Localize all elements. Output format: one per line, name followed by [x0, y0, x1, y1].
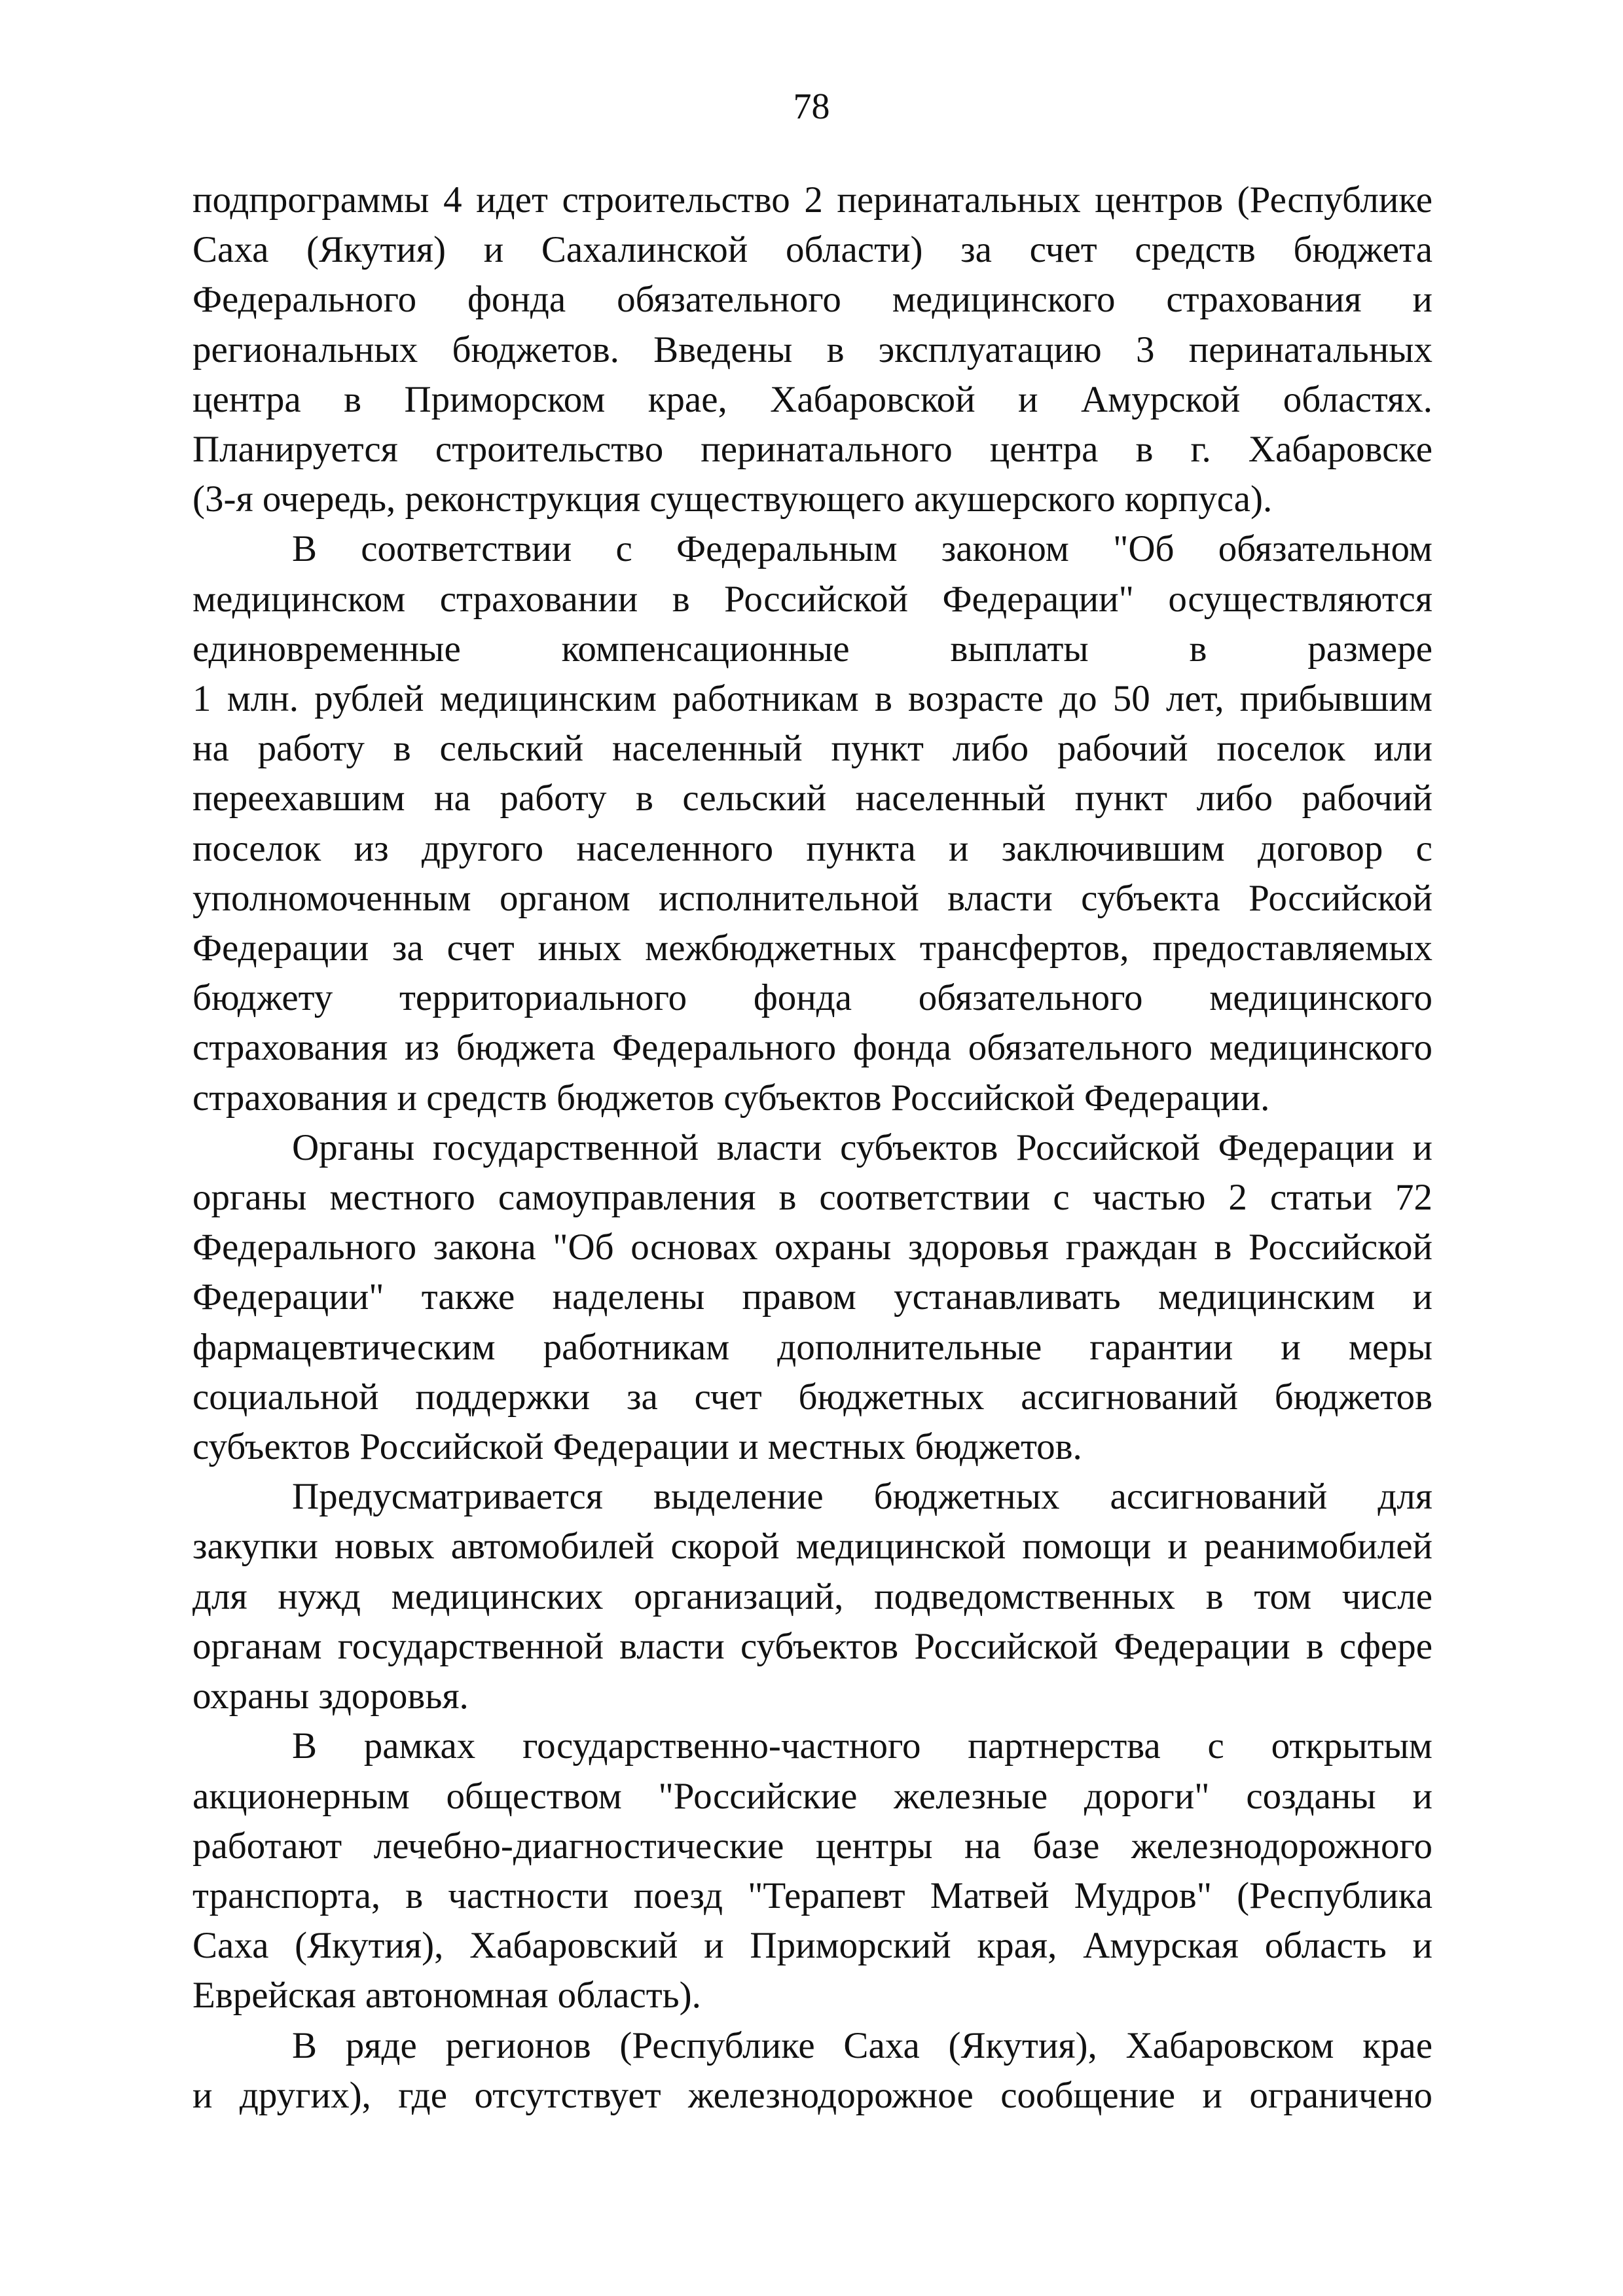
- text-line: работают лечебно-диагностические центры на базе железнодорожного: [192, 1825, 1432, 1867]
- text-line: Саха (Якутия), Хабаровский и Приморский края, Амурская область и: [192, 1925, 1432, 1967]
- text-line: Планируется строительство перинатального центра в г. Хабаровске: [192, 429, 1432, 471]
- paragraph: [192, 524, 1432, 1122]
- text-line: подпрограммы 4 идет строительство 2 перинатальных центров (Республике: [192, 179, 1432, 221]
- text-line: центра в Приморском крае, Хабаровской и Амурской областях.: [192, 378, 1432, 420]
- text-line: единовременные компенсационные выплаты в размере: [192, 628, 1432, 670]
- text-line: Федерального закона "Об основах охраны здоровья граждан в Российской: [192, 1227, 1432, 1268]
- text-line: Органы государственной власти субъектов Российской Федерации и: [292, 1126, 1432, 1168]
- paragraph: [192, 1721, 1432, 2020]
- text-line: субъектов Российской Федерации и местных бюджетов.: [192, 1426, 1082, 1468]
- text-line: социальной поддержки за счет бюджетных ассигнований бюджетов: [192, 1376, 1432, 1418]
- paragraph: [192, 1472, 1432, 1721]
- text-line: бюджету территориального фонда обязательного медицинского: [192, 977, 1432, 1019]
- text-line: медицинском страховании в Российской Федерации" осуществляются: [192, 578, 1432, 620]
- text-line: страхования и средств бюджетов субъектов Российской Федерации.: [192, 1077, 1270, 1119]
- text-line: поселок из другого населенного пункта и заключившим договор с: [192, 827, 1432, 869]
- text-line: Еврейская автономная область).: [192, 1975, 701, 2017]
- text-line: В соответствии с Федеральным законом "Об обязательном: [292, 528, 1432, 570]
- text-line: фармацевтическим работникам дополнительные гарантии и меры: [192, 1326, 1432, 1368]
- text-line: Федерального фонда обязательного медицинского страхования и: [192, 279, 1432, 321]
- paragraph: [192, 175, 1432, 524]
- paragraph: [192, 2021, 1432, 2121]
- text-line: на работу в сельский населенный пункт либо рабочий поселок или: [192, 728, 1432, 770]
- page-number: 78: [793, 86, 830, 127]
- text-line: В ряде регионов (Республике Саха (Якутия), Хабаровском крае: [292, 2024, 1432, 2066]
- paragraph: [192, 1123, 1432, 1472]
- text-line: Саха (Якутия) и Сахалинской области) за счет средств бюджета: [192, 229, 1432, 271]
- text-line: 1 млн. рублей медицинским работникам в возрасте до 50 лет, прибывшим: [192, 678, 1432, 720]
- text-line: переехавшим на работу в сельский населенный пункт либо рабочий: [192, 778, 1432, 819]
- text-line: и других), где отсутствует железнодорожное сообщение и ограничено: [192, 2074, 1432, 2116]
- text-line: органам государственной власти субъектов Российской Федерации в сфере: [192, 1625, 1432, 1667]
- text-line: региональных бюджетов. Введены в эксплуатацию 3 перинатальных: [192, 329, 1432, 370]
- text-line: Федерации за счет иных межбюджетных трансфертов, предоставляемых: [192, 927, 1432, 969]
- text-line: органы местного самоуправления в соответствии с частью 2 статьи 72: [192, 1177, 1432, 1219]
- text-line: акционерным обществом "Российские железные дороги" созданы и: [192, 1775, 1432, 1817]
- document-body: [192, 175, 1432, 2121]
- text-line: закупки новых автомобилей скорой медицинской помощи и реанимобилей: [192, 1526, 1432, 1568]
- text-line: для нужд медицинских организаций, подведомственных в том числе: [192, 1575, 1432, 1617]
- text-line: Предусматривается выделение бюджетных ассигнований для: [292, 1476, 1432, 1518]
- text-line: уполномоченным органом исполнительной власти субъекта Российской: [192, 877, 1432, 919]
- text-line: охраны здоровья.: [192, 1676, 469, 1717]
- text-line: страхования из бюджета Федерального фонда обязательного медицинского: [192, 1027, 1432, 1069]
- text-line: транспорта, в частности поезд "Терапевт Матвей Мудров" (Республика: [192, 1874, 1432, 1916]
- text-line: (3-я очередь, реконструкция существующего акушерского корпуса).: [192, 478, 1273, 520]
- text-line: В рамках государственно-частного партнерства с открытым: [292, 1725, 1432, 1767]
- text-line: Федерации" также наделены правом устанавливать медицинским и: [192, 1276, 1432, 1318]
